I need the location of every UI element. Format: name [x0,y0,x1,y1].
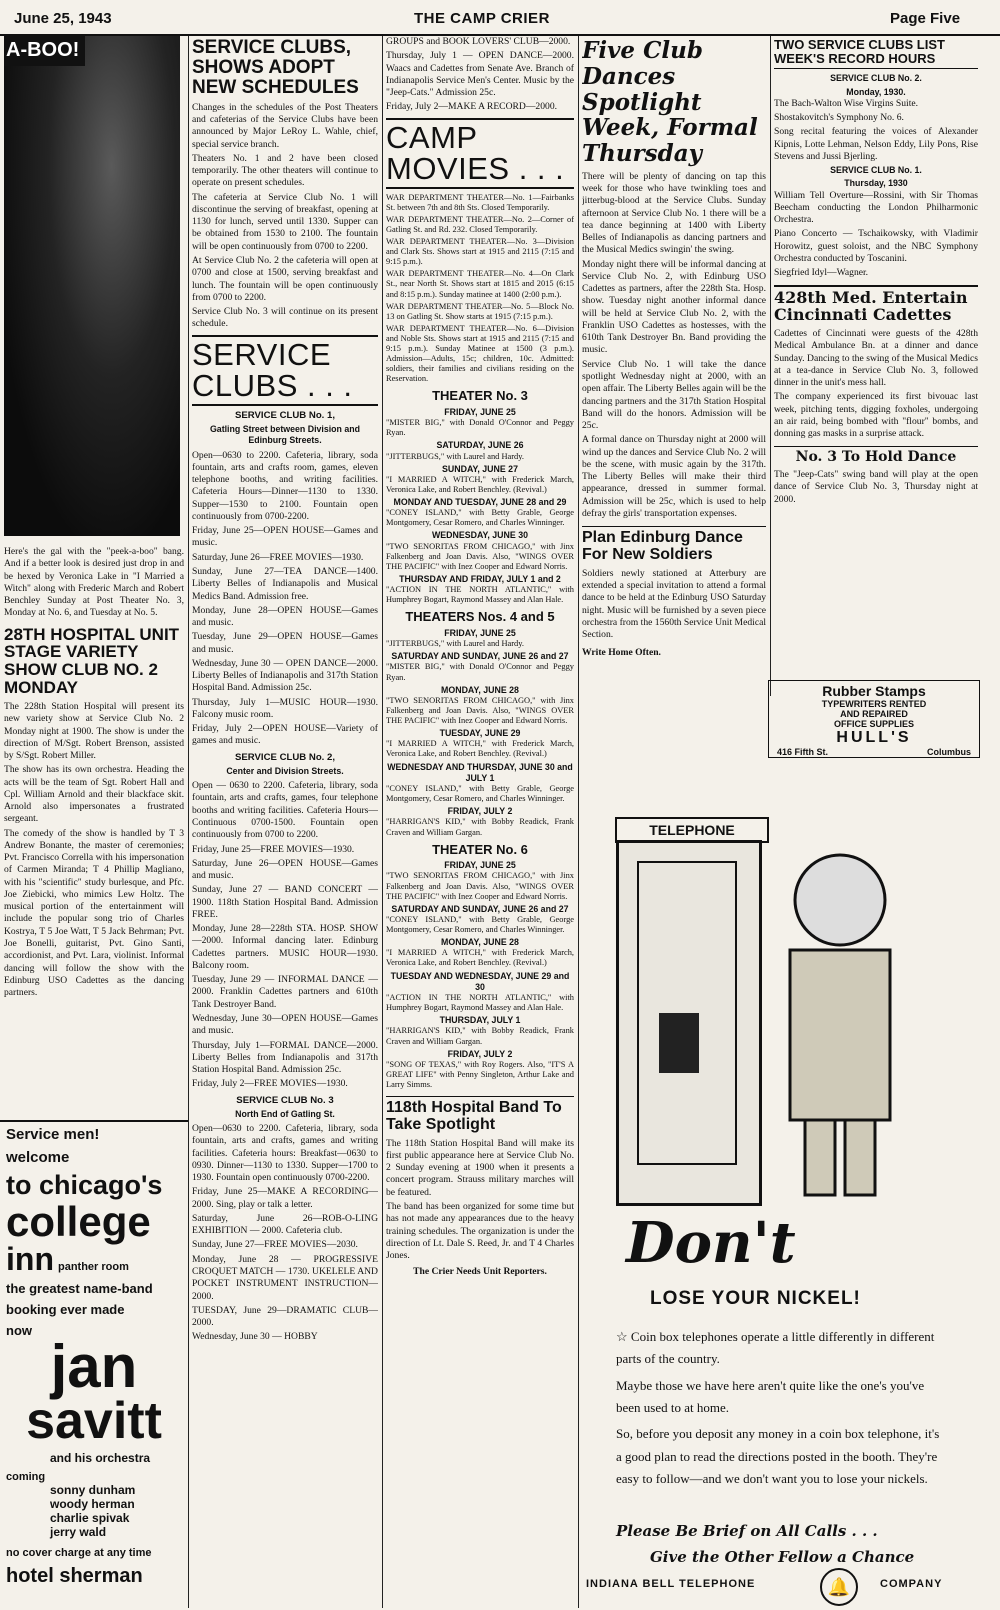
column-rule [578,36,579,1608]
ad-body: Maybe those we have here aren't quite like the one's you've been used to at home. [616,1377,925,1416]
show-date: TUESDAY, JUNE 29 [439,728,521,739]
record-date: Thursday, 1930 [844,178,908,189]
paragraph: The 118th Station Hospital Band will make its first public appearance here at Service Club No. 2 Sunday evening at 1900 when it presents a concert program. Strauss military marches will be featured. [386,1137,574,1198]
paragraph: The "Jeep-Cats" swing band will play at the open dance of Service Club No. 3, Thursday night at 2000. [774,469,978,505]
column-rule [382,36,383,1608]
bell-logo-icon: 🔔 [820,1568,858,1606]
ad-line: booking ever made [6,1302,125,1317]
film-listing: "HARRIGAN'S KID," with Bobby Readick, Frank Craven and William Gargan. [386,817,574,837]
paragraph: The comedy of the show is handled by T 3 Andrew Bonante, the master of ceremonies; Pvt. Francisco Corrella with his impersonation of Carmen Miranda; T 4 Phillip Magliano, with his "scientific" study burlesque, and Pfc. Joe Ziebicki, who mimics Lew Holtz. The musical portion of the entertainment will include the popular song trio of Charles Kostrya, T 5 Joe Watt, T 5 Jack Behrman; Pvt. Joe Bonelli, guitarist, Pvt. Gino Santi, accordionist, and Pvt. Lara, violinist. Informal dancing will follow the show with the Edinburg USO Cadettes as the dancing partners. [4,827,184,999]
ad-line: and his orchestra [50,1451,151,1465]
column-2 [192,36,378,1608]
headline: 118th Hospital Band To Take Spotlight [386,1096,574,1134]
paragraph: There will be plenty of dancing on tap this week for those who have twinkling toes and jitterbug-blood at the Service Clubs. Sunday afternoon at Service Club No. 1 there will be a tea dance beginning at 1400 with Liberty Belles of Indianapolis as dancing partners and the Musical Medics swingin' the swing. [582,170,766,256]
headline: Five Club Dances Spotlight Week, Formal Thursday [582,37,758,167]
show-date: WEDNESDAY, JUNE 30 [432,530,528,541]
club-subheading: North End of Gatling St. [235,1108,335,1119]
schedule-item: Sunday, June 27 — BAND CONCERT — 1900. 118th Station Hospital Band. Admission FREE. [192,884,378,920]
film-listing: "CONEY ISLAND," with Betty Grable, George Montgomery, Cesar Romero, and Charles Winninger. [386,914,574,935]
film-listing: "TWO SENORITAS FROM CHICAGO," with Jinx Falkenberg and Joan Davis. Also, "WINGS OVER THE PACIFIC" with Inez Cooper and Edward Norris. [386,541,574,571]
headline: SERVICE CLUBS, SHOWS ADOPT NEW SCHEDULES [192,37,359,98]
film-listing: "ACTION IN THE NORTH ATLANTIC," with Humphrey Bogart, Raymond Massey and Alan Hale. [386,585,574,605]
show-date: THURSDAY, JULY 1 [439,1015,521,1026]
club-subheading: Center and Division Streets. [226,765,344,776]
theater-listing: WAR DEPARTMENT THEATER—No. 1—Fairbanks St. between 7th and 8th Sts. Closed Temporarily. [386,192,574,212]
veronica-lake-photo [4,36,180,536]
film-listing: "MISTER BIG," with Donald O'Connor and Peggy Ryan. [386,662,574,682]
ad-line: TYPEWRITERS RENTED [821,699,927,709]
ad-line: no cover charge at any time [6,1547,152,1559]
schedule-item: Thursday, July 1—MUSIC HOUR—1930. Falcony music room. [192,696,378,720]
ad-line: college [6,1198,151,1245]
paragraph: Theaters No. 1 and 2 have been closed temporarily. The other theaters will continue to operate on present schedules. [192,152,378,189]
schedule-item: Wednesday, June 30 — OPEN DANCE—2000. Liberty Belles of Indianapolis and 317th Station Hospital Band. Admission 25c. [192,657,378,694]
schedule-item: Tuesday, June 29 — INFORMAL DANCE — 2000. Franklin Cadettes partners and 610th Tank Destroyer Band. [192,974,378,1010]
schedule-item: Wednesday, June 30 — HOBBY [192,1331,318,1343]
theater-heading: THEATER No. 6 [432,841,528,857]
theater-listing: WAR DEPARTMENT THEATER—No. 4—On Clark St., near North St. Shows start at 1815 and 2015 (6:15 and 8:15 p.m.). Sunday matinee at 1400 (2:00 p.m.). [386,269,574,299]
headline: Plan Edinburg Dance For New Soldiers [582,526,766,564]
film-listing: "TWO SENORITAS FROM CHICAGO," with Jinx Falkenberg and Joan Davis. Also, "WINGS OVER THE PACIFIC" with Inez Cooper and Edward Norris. [386,695,574,726]
masthead-title: THE CAMP CRIER [414,10,550,27]
schedule-item: Saturday, June 26—FREE MOVIES—1930. [192,551,364,563]
paragraph: The show has its own orchestra. Heading the acts will be the team of Sgt. Robert Hall and Cpl. William Arnold and their blackface skit. Arnold also impersonates a frustrated sergeant. [4,764,184,825]
film-listing: "TWO SENORITAS FROM CHICAGO," with Jinx Falkenberg and Joan Davis. Also, "WINGS OVER THE PACIFIC" with Inez Cooper and Edward Norris. [386,871,574,901]
indiana-bell-ad [580,810,978,1606]
ad-line: charlie spivak [50,1511,130,1525]
show-date: MONDAY, JUNE 28 [441,684,519,695]
show-date: MONDAY AND TUESDAY, JUNE 28 and 29 [393,496,567,507]
ad-slogan: Please Be Brief on All Calls . . . [616,1522,878,1540]
star-icon: ☆ [616,1329,631,1344]
schedule-item: Friday, July 2—FREE MOVIES—1930. [192,1078,348,1090]
booth-sign: TELEPHONE [615,817,769,843]
paragraph: Service Club No. 1 will take the dance spotlight Wednesday night at 2000, with an open affair. The Liberty Belles again will be the dancing partners and the 317th Station Hospital Band will do the honors. Admission will be 25c. [582,358,766,432]
film-listing: "I MARRIED A WITCH," with Frederick March, Veronica Lake, and Robert Benchley. (Revival.) [386,739,574,759]
section-banner: CAMP MOVIES . . . [386,118,574,189]
ad-headline-dont: Don't [626,1210,796,1276]
headline: 428th Med. Entertain Cincinnati Cadettes [774,285,978,324]
ad-line: panther room [57,1261,129,1273]
schedule-item: Wednesday, June 30—OPEN HOUSE—Games and music. [192,1012,378,1037]
page-header [0,0,1000,36]
ad-line: Service men! [6,1126,100,1143]
show-date: WEDNESDAY AND THURSDAY, JUNE 30 and JULY 1 [387,761,573,783]
soldier-illustration [750,830,950,1200]
ad-line: to chicago's [6,1170,163,1200]
ad-line: HULL'S [836,729,912,746]
ad-line: the greatest name-band [6,1281,153,1296]
show-date: SATURDAY AND SUNDAY, JUNE 26 and 27 [391,651,569,662]
paragraph: Service Club No. 3 will continue on its present schedule. [192,306,378,330]
schedule-item: GROUPS and BOOK LOVERS' CLUB—2000. [386,36,571,47]
schedule-item: Monday, June 28—228th STA. HOSP. SHOW—2000. Informal dancing later. Edinburg Cadettes partners. MUSIC HOUR—1930. Balcony room. [192,923,378,971]
footer-note: The Crier Needs Unit Reporters. [413,1266,547,1278]
schedule-item: Friday, June 25—MAKE A RECORDING—2000. Sing, play or talk a letter. [192,1186,378,1210]
ad-line: OFFICE SUPPLIES [833,719,914,729]
show-date: FRIDAY, JUNE 25 [444,627,516,638]
club-heading: SERVICE CLUB No. 1, [234,409,336,421]
ad-headline: LOSE YOUR NICKEL! [650,1288,861,1309]
telephone-icon [659,1013,699,1073]
film-listing: "CONEY ISLAND," with Betty Grable, George Montgomery, Cesar Romero, and Charles Winninger. [386,508,574,528]
schedule-item: Monday, June 28—OPEN HOUSE—Games and music. [192,604,378,629]
headline: TWO SERVICE CLUBS LIST WEEK'S RECORD HOURS [774,38,978,69]
headline: No. 3 To Hold Dance [774,446,978,465]
show-date: SUNDAY, JUNE 27 [442,463,518,474]
schedule-item: Thursday, July 1 — OPEN DANCE—2000. Waacs and Cadettes from Senate Ave. Branch of Indianapolis Service Men's Center. Music by the "Jeep-Cats." Admission 25c. [386,50,574,99]
ad-line: welcome [6,1149,70,1166]
schedule-item: Tuesday, June 29—OPEN HOUSE—Games and music. [192,631,378,655]
ad-line: savitt [26,1392,162,1450]
ad-line: Columbus [927,747,971,757]
theater-listing: WAR DEPARTMENT THEATER—No. 5—Block No. 13 on Gatling St. Show starts at 1915 (7:15 p.m.). [386,301,574,321]
film-listing: "I MARRIED A WITCH," with Frederick March, Veronica Lake, and Robert Benchley. (Revival.) [386,948,574,968]
show-date: THURSDAY AND FRIDAY, JULY 1 and 2 [399,573,561,584]
column-rule [188,36,189,1608]
college-inn-ad [0,1120,188,1610]
schedule-item: TUESDAY, June 29—DRAMATIC CLUB—2000. [192,1304,378,1329]
film-listing: "ACTION IN THE NORTH ATLANTIC," with Humphrey Bogart, Raymond Massey and Alan Hale. [386,993,574,1013]
ad-line: sonny dunham [50,1483,136,1497]
filler-note: Write Home Often. [582,647,661,659]
schedule-item: Thursday, July 1—FORMAL DANCE—2000. Liberty Belles from Indianapolis and 317th Station Hospital Band. Admission 25c. [192,1039,378,1076]
schedule-item: Sunday, June 27—TEA DANCE—1400. Liberty Belles of Indianapolis and Musical Medics Band. Admission free. [192,565,378,602]
club-subheading: Gatling Street between Division and Edinburg Streets. [209,424,361,446]
schedule-item: Saturday, June 26—OPEN HOUSE—Games and music. [192,857,378,882]
record-item: William Tell Overture—Rossini, with Sir Thomas Beecham conducting the London Philharmonic Orchestra. [774,189,978,226]
film-listing: "I MARRIED A WITCH," with Frederick March, Veronica Lake, and Robert Benchley. (Revival.) [386,474,574,494]
club-heading: SERVICE CLUB No. 1. [830,165,922,176]
paragraph: The band has been organized for some time but has not made any appearances due to the heavy training schedules. The organization is under the direction of Lt. Dale S. Reed, Jr. and T 4 Charles Jones. [386,1200,574,1262]
paragraph: Soldiers newly stationed at Atterbury are extended a special invitation to attend a formal dance to be held at the Edinburg USO Saturday night. Music will be furnished by a seven piece orchestra from the 1560th Service Unit Medical Section. [582,567,766,641]
company-name: COMPANY [880,1578,943,1590]
schedule-item: Friday, July 2—OPEN HOUSE—Variety of games and music. [192,723,378,747]
column-5 [774,36,978,676]
club-heading: SERVICE CLUB No. 2, [234,751,336,763]
record-item: Piano Concerto — Tschaikowsky, with Vladimir Horowitz, guest soloist, and the NBC Symphony Orchestra conducted by Toscanini. [774,228,978,264]
column-4 [582,36,766,756]
theater-listing: WAR DEPARTMENT THEATER—No. 6—Division and Noble Sts. Shows start at 1915 and 2115 (7:15 and 9:15 p.m.). Sunday Matinee at 1500 (3 p.m.). Admission—Adults, 15c; children, 10c. Admitted: soldiers, their families and civilians residing on the Reservation. [386,323,574,384]
column-rule [770,36,771,696]
film-listing: "HARRIGAN'S KID," with Bobby Readick, Frank Craven and William Gargan. [386,1026,574,1046]
film-listing: "JITTERBUGS," with Laurel and Hardy. [386,451,524,461]
ad-slogan: Give the Other Fellow a Chance [650,1548,915,1566]
photo-headline: A-BOO! [4,36,85,66]
photo-caption: Here's the gal with the "peek-a-boo" bang. And if a better look is desired just drop in and be hexed by Veronica Lake in "I Married a Witch" along with Frederic March and Robert Benchley Sunday at Post Theater No. 3, Monday at No. 6, and Tuesday at No. 5. [4,546,184,619]
schedule-item: Friday, July 2—MAKE A RECORD—2000. [386,101,558,113]
ad-line: 416 Fifth St. [777,747,829,757]
paragraph: A formal dance on Thursday night at 2000 will wind up the dances and Service Club No. 2 will be the scene, with music again by the 317th. The Liberty Belles will make their third appearance, dressed in summer formal. Admission will be 25c, which is used to help defray the girls' transportation expenses. [582,434,766,519]
schedule-item: Open — 0630 to 2200. Cafeteria, library, soda fountain, arts and crafts, games, four telephone booths and writing facilities. Cafeteria Hours—Continuous 0700-1500. Fountain open continuously from 0700 to 2200. [192,780,378,841]
schedule-item: Open—0630 to 2200. Cafeteria, library, soda fountain, arts and crafts room, games, eleven telephone booths, and writing facilities. Cafeteria Hours—Dinner—1130 to 1330. Supper—1530 to 2100. Fountain open continuously from 0700-2200. [192,449,378,522]
ad-line: jerry wald [50,1525,107,1539]
theater-heading: THEATER No. 3 [432,388,528,404]
record-item: The Bach-Walton Wise Virgins Suite. [774,97,919,109]
film-listing: "JITTERBUGS," with Laurel and Hardy. [386,639,524,649]
schedule-item: Open—0630 to 2200. Cafeteria, library, soda fountain, arts and crafts, games and writing facilities. Cafeteria hours: Breakfast—0630 to 0930. Dinner—1130 to 1330. Supper—1700 to 1930. Fountain open continuously 0700-2200. [192,1123,378,1184]
schedule-item: Monday, June 28 — PROGRESSIVE CROQUET MATCH — 1730. UKELELE AND POCKET INSTRUMENT INSTRUCTION—2000. [192,1253,378,1302]
schedule-item: Friday, June 25—FREE MOVIES—1930. [192,843,355,855]
paragraph: The cafeteria at Service Club No. 1 will discontinue the serving of breakfast, opening at 1130 for lunch, served until 1330. Supper can be obtained from 1530 to 2100. The fountain will be open continuously from 0700 to 2200. [192,191,378,252]
show-date: FRIDAY, JULY 2 [447,806,513,817]
theater-listing: WAR DEPARTMENT THEATER—No. 2—Corner of Gatling St. and Rd. 232. Closed Temporarily. [386,214,574,235]
paragraph: Cadettes of Cincinnati were guests of the 428th Medical Ambulance Bn. at a dinner and dance Sunday. Dancing to the swing of the Musical Medics at a tea-dance in Service Club No. 3, followed dinner in the unit's mess hall. [774,328,978,389]
ad-line: coming [6,1471,46,1483]
paragraph: Monday night there will be informal dancing at Service Club No. 2, with Edinburg USO Cadettes as partners, after the 228th Sta. Hosp. show. Tuesday night another informal dance will be held at Service Club No. 2, with the Franklin USO Cadettes as hostesses, with the 610th Tank Destroyer Bn. Band providing the music. [582,258,766,356]
show-date: MONDAY, JUNE 28 [441,937,519,948]
paragraph: The company experienced its first bivouac last week, pitching tents, digging foxholes, undergoing an air raid, being bombed with "flour" bombs, and donning gas masks in a surprise attack. [774,391,978,440]
record-date: Monday, 1930. [846,86,906,97]
section-banner: SERVICE CLUBS . . . [192,335,378,406]
theater-listing: WAR DEPARTMENT THEATER—No. 3—Division and Clark Sts. Shows start at 1915 and 2115 (7:15 and 9:15 p.m.). [386,237,574,267]
ad-line: AND REPAIRED [840,709,908,719]
ad-line: woody herman [50,1497,135,1511]
ad-line: inn [6,1241,54,1277]
column-1 [4,36,184,1116]
paragraph: Changes in the schedules of the Post Theaters and cafeterias of the Service Clubs have been announced by Major LeRoy L. Wahle, chief, special service branch. [192,101,378,150]
show-date: FRIDAY, JULY 2 [447,1048,513,1059]
show-date: SATURDAY AND SUNDAY, JUNE 26 and 27 [391,903,569,914]
ad-body: Coin box telephones operate a little differently in different parts of the country. [616,1329,935,1367]
column-3 [386,36,574,1608]
show-date: FRIDAY, JUNE 25 [444,406,516,417]
film-listing: "CONEY ISLAND," with Betty Grable, George Montgomery, Cesar Romero, and Charles Winninger. [386,784,574,804]
film-listing: "SONG OF TEXAS," with Roy Rogers. Also, "IT'S A GREAT LIFE" with Penny Singleton, Arthur Lake and Larry Simms. [386,1059,574,1089]
show-date: FRIDAY, JUNE 25 [444,860,516,871]
paragraph: The 228th Station Hospital will present its new variety show at Service Club No. 2 Monday night at 1900. The show is under the direction of M/Sgt. Robert Brenson, assisted by S/Sgt. Robert Miller. [4,700,184,762]
record-item: Siegfried Idyl—Wagner. [774,267,869,279]
page-number: Page Five [890,10,961,27]
schedule-item: Saturday, June 26—ROB-O-LING EXHIBITION — 2000. Cafeteria club. [192,1212,378,1237]
club-heading: SERVICE CLUB No. 2. [830,73,922,84]
ad-line: hotel sherman [6,1565,143,1587]
company-name: INDIANA BELL TELEPHONE [586,1578,756,1590]
ad-line: jan [50,1333,138,1400]
hulls-ad [768,680,980,758]
show-date: SATURDAY, JUNE 26 [436,440,524,451]
club-heading: SERVICE CLUB No. 3 [236,1094,334,1106]
schedule-item: Sunday, June 27—FREE MOVIES—2030. [192,1239,358,1251]
show-date: TUESDAY AND WEDNESDAY, JUNE 29 and 30 [390,970,570,992]
ad-line: Rubber Stamps [822,683,926,699]
paragraph: At Service Club No. 2 the cafeteria will open at 0700 and close at 1500, serving breakfast and lunch. The fountain will be open continuously from 0700 to 2200. [192,255,378,303]
ad-line: now [6,1323,32,1338]
ad-body: So, before you deposit any money in a coin box telephone, it's a good plan to read the directions posted in the booth. They're easy to follow—and we don't want you to lose your nickels. [616,1426,940,1487]
film-listing: "MISTER BIG," with Donald O'Connor and Peggy Ryan. [386,418,574,438]
record-item: Song recital featuring the voices of Alexander Kipnis, Lotte Lehman, Nelson Eddy, Lily Pons, Rise Stevens and Jussi Bjerling. [774,126,978,162]
theater-heading: THEATERS Nos. 4 and 5 [405,609,555,625]
headline: 28TH HOSPITAL UNIT STAGE VARIETY SHOW CLUB NO. 2 MONDAY [4,624,180,698]
phone-booth-illustration [616,822,762,1206]
schedule-item: Friday, June 25—OPEN HOUSE—Games and music. [192,525,378,549]
record-item: Shostakovitch's Symphony No. 6. [774,112,904,124]
issue-date: June 25, 1943 [14,10,112,27]
